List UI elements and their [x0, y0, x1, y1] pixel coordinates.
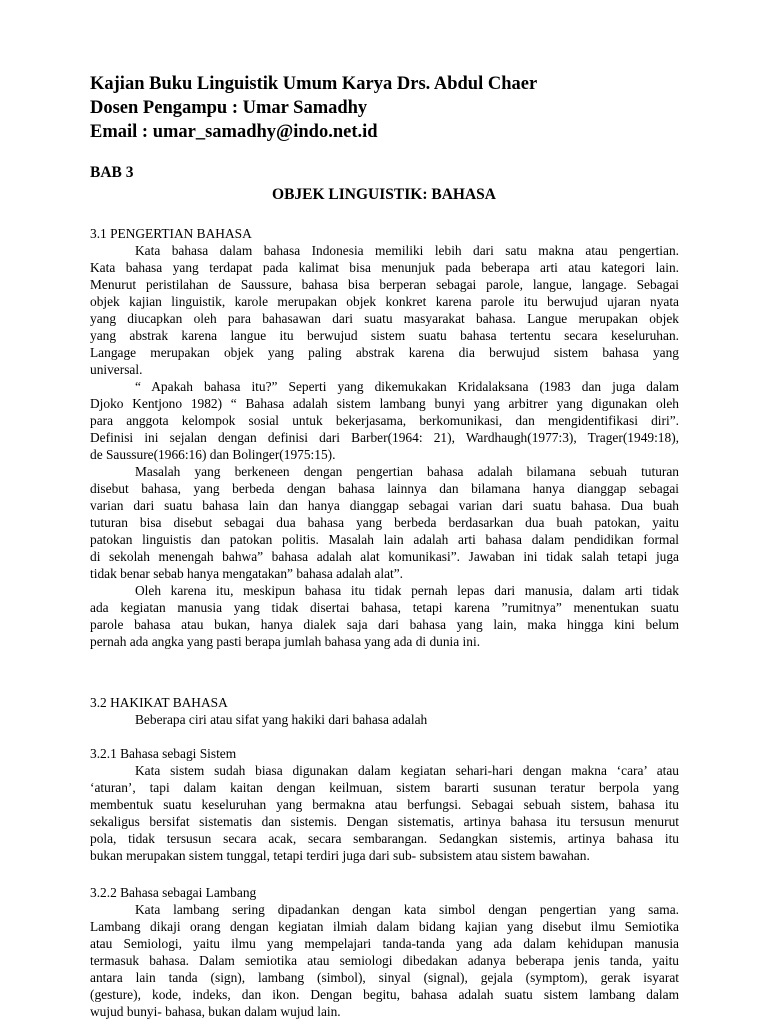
paragraph-line: pola, tidak tersusun secara acak, secara sembarangan. Sedangkan sistemis, artinya bahasa itu	[90, 831, 679, 846]
chapter-title: OBJEK LINGUISTIK: BAHASA	[272, 186, 496, 203]
paragraph-line: ‘aturan’, tapi dalam kaitan dengan keilmuan, sistem bararti susunan teratur berpola yang	[90, 780, 679, 795]
paragraph-line: tuturan bisa disebut sebagai dua bahasa yang berbeda berdasarkan dua buah patokan, yaitu	[90, 515, 679, 530]
paragraph-line: patokan linguistis dan patokan politis. Masalah lain adalah arti bahasa dalam pendidikan formal	[90, 532, 679, 547]
paragraph-line: di sekolah menengah bahwa” bahasa adalah alat komunikasi”. Jawaban ini tidak salah tetapi juga	[90, 549, 679, 564]
section-heading-3-1: 3.1 PENGERTIAN BAHASA	[90, 226, 252, 241]
paragraph-line: Lambang dikaji orang dengan kegiatan ilmiah dalam bidang kajian yang disebut ilmu Semiotika	[90, 919, 679, 934]
paragraph-line: ada kegiatan manusia yang tidak disertai bahasa, tetapi karena ”rumitnya” menentukan suatu	[90, 600, 679, 615]
paragraph-line: atau Semiologi, yaitu ilmu yang mempelajari tanda-tanda yang ada dalam kehidupan manusia	[90, 936, 679, 951]
paragraph-line: tidak benar sebab hanya mengatakan” bahasa adalah alat”.	[90, 566, 404, 581]
paragraph-line: Oleh karena itu, meskipun bahasa itu tidak pernah lepas dari manusia, dalam arti tidak	[135, 583, 679, 598]
paragraph-line: bukan merupakan sistem tunggal, tetapi terdiri juga dari sub- subsistem atau sistem bawahan.	[90, 848, 590, 863]
paragraph-line: objek kajian linguistik, karole merupakan objek konkret karena parole itu berwujud ujaran nyata	[90, 294, 679, 309]
paragraph-line: Kata bahasa yang terdapat pada kalimat bisa menunjuk pada beberapa arti atau kategori lain.	[90, 260, 679, 275]
section-intro: Beberapa ciri atau sifat yang hakiki dari bahasa adalah	[135, 712, 428, 727]
paragraph-line: (gesture), kode, indeks, dan ikon. Dengan begitu, bahasa adalah suatu sistem lambang dalam	[90, 987, 679, 1002]
email-line: Email : umar_samadhy@indo.net.id	[90, 122, 378, 142]
paragraph-line: Kata lambang sering dipadankan dengan kata simbol dengan pengertian yang sama.	[135, 902, 679, 917]
paragraph-line: wujud bunyi- bahasa, bukan dalam wujud lain.	[90, 1004, 341, 1019]
paragraph-line: Kata bahasa dalam bahasa Indonesia memiliki lebih dari satu makna atau pengertian.	[135, 243, 679, 258]
paragraph-line: universal.	[90, 362, 143, 377]
section-heading-3-2: 3.2 HAKIKAT BAHASA	[90, 695, 228, 710]
paragraph-line: disebut bahasa, yang berbeda dengan bahasa lainnya dan bilamana hanya dianggap sebagai	[90, 481, 679, 496]
paragraph-line: Definisi ini sejalan dengan definisi dari Barber(1964: 21), Wardhaugh(1977:3), Trager(1949:18),	[90, 430, 679, 445]
paragraph-line: para anggota kelompok sosial untuk bekerjasama, berkomunikasi, dan mengidentifikasi diri”.	[90, 413, 679, 428]
paragraph-line: varian dari suatu bahasa lain dan hanya dianggap sebagai varian dari suatu bahasa. Dua buah	[90, 498, 679, 513]
paragraph-line: pernah ada angka yang pasti berapa jumlah bahasa yang ada di dunia ini.	[90, 634, 481, 649]
section-heading-3-2-2: 3.2.2 Bahasa sebagai Lambang	[90, 885, 257, 900]
paragraph-line: “ Apakah bahasa itu?” Seperti yang dikemukakan Kridalaksana (1983 dan juga dalam	[135, 379, 679, 394]
paragraph-line: termasuk bahasa. Dalam semiotika atau semiologi dibedakan adanya beberapa jenis tanda, yaitu	[90, 953, 679, 968]
paragraph-line: yang diucapkan oleh para bahasawan dari suatu masyarakat bahasa. Langue merupakan objek	[90, 311, 679, 326]
section-heading-3-2-1: 3.2.1 Bahasa sebagi Sistem	[90, 746, 237, 761]
paragraph-line: yang abstrak karena langue itu berwujud sistem suatu bahasa tertentu secara keseluruhan.	[90, 328, 679, 343]
paragraph-line: Djoko Kentjono 1982) “ Bahasa adalah sistem lambang bunyi yang arbitrer yang digunakan oleh	[90, 396, 679, 411]
paragraph-line: parole bahasa atau bukan, hanya dialek saja dari bahasa yang lain, maka hingga kini belum	[90, 617, 679, 632]
document-title: Kajian Buku Linguistik Umum Karya Drs. Abdul Chaer	[90, 74, 538, 94]
paragraph-line: Masalah yang berkeneen dengan pengertian bahasa adalah bilamana sebuah tuturan	[135, 464, 679, 479]
chapter-number: BAB 3	[90, 164, 134, 181]
paragraph-line: Kata sistem sudah biasa digunakan dalam kegiatan sehari-hari dengan makna ‘cara’ atau	[135, 763, 679, 778]
paragraph-line: membentuk suatu keseluruhan yang bermakna atau berfungsi. Sebagai sebuah sistem, bahasa itu	[90, 797, 679, 812]
lecturer-line: Dosen Pengampu : Umar Samadhy	[90, 98, 368, 118]
paragraph-line: Menurut peristilahan de Saussure, bahasa bisa berperan sebagai parole, langue, langage. Sebagai	[90, 277, 679, 292]
paragraph-line: de Saussure(1966:16) dan Bolinger(1975:15).	[90, 447, 336, 462]
paragraph-line: sekaligus bersifat sistematis dan sistemis. Dengan sistematis, artinya bahasa itu tersusun menurut	[90, 814, 679, 829]
paragraph-line: antara lain tanda (sign), lambang (simbol), sinyal (signal), gejala (symptom), gerak isyarat	[90, 970, 679, 985]
paragraph-line: Langage merupakan objek yang paling abstrak karena dia berwujud sistem bahasa yang	[90, 345, 679, 360]
